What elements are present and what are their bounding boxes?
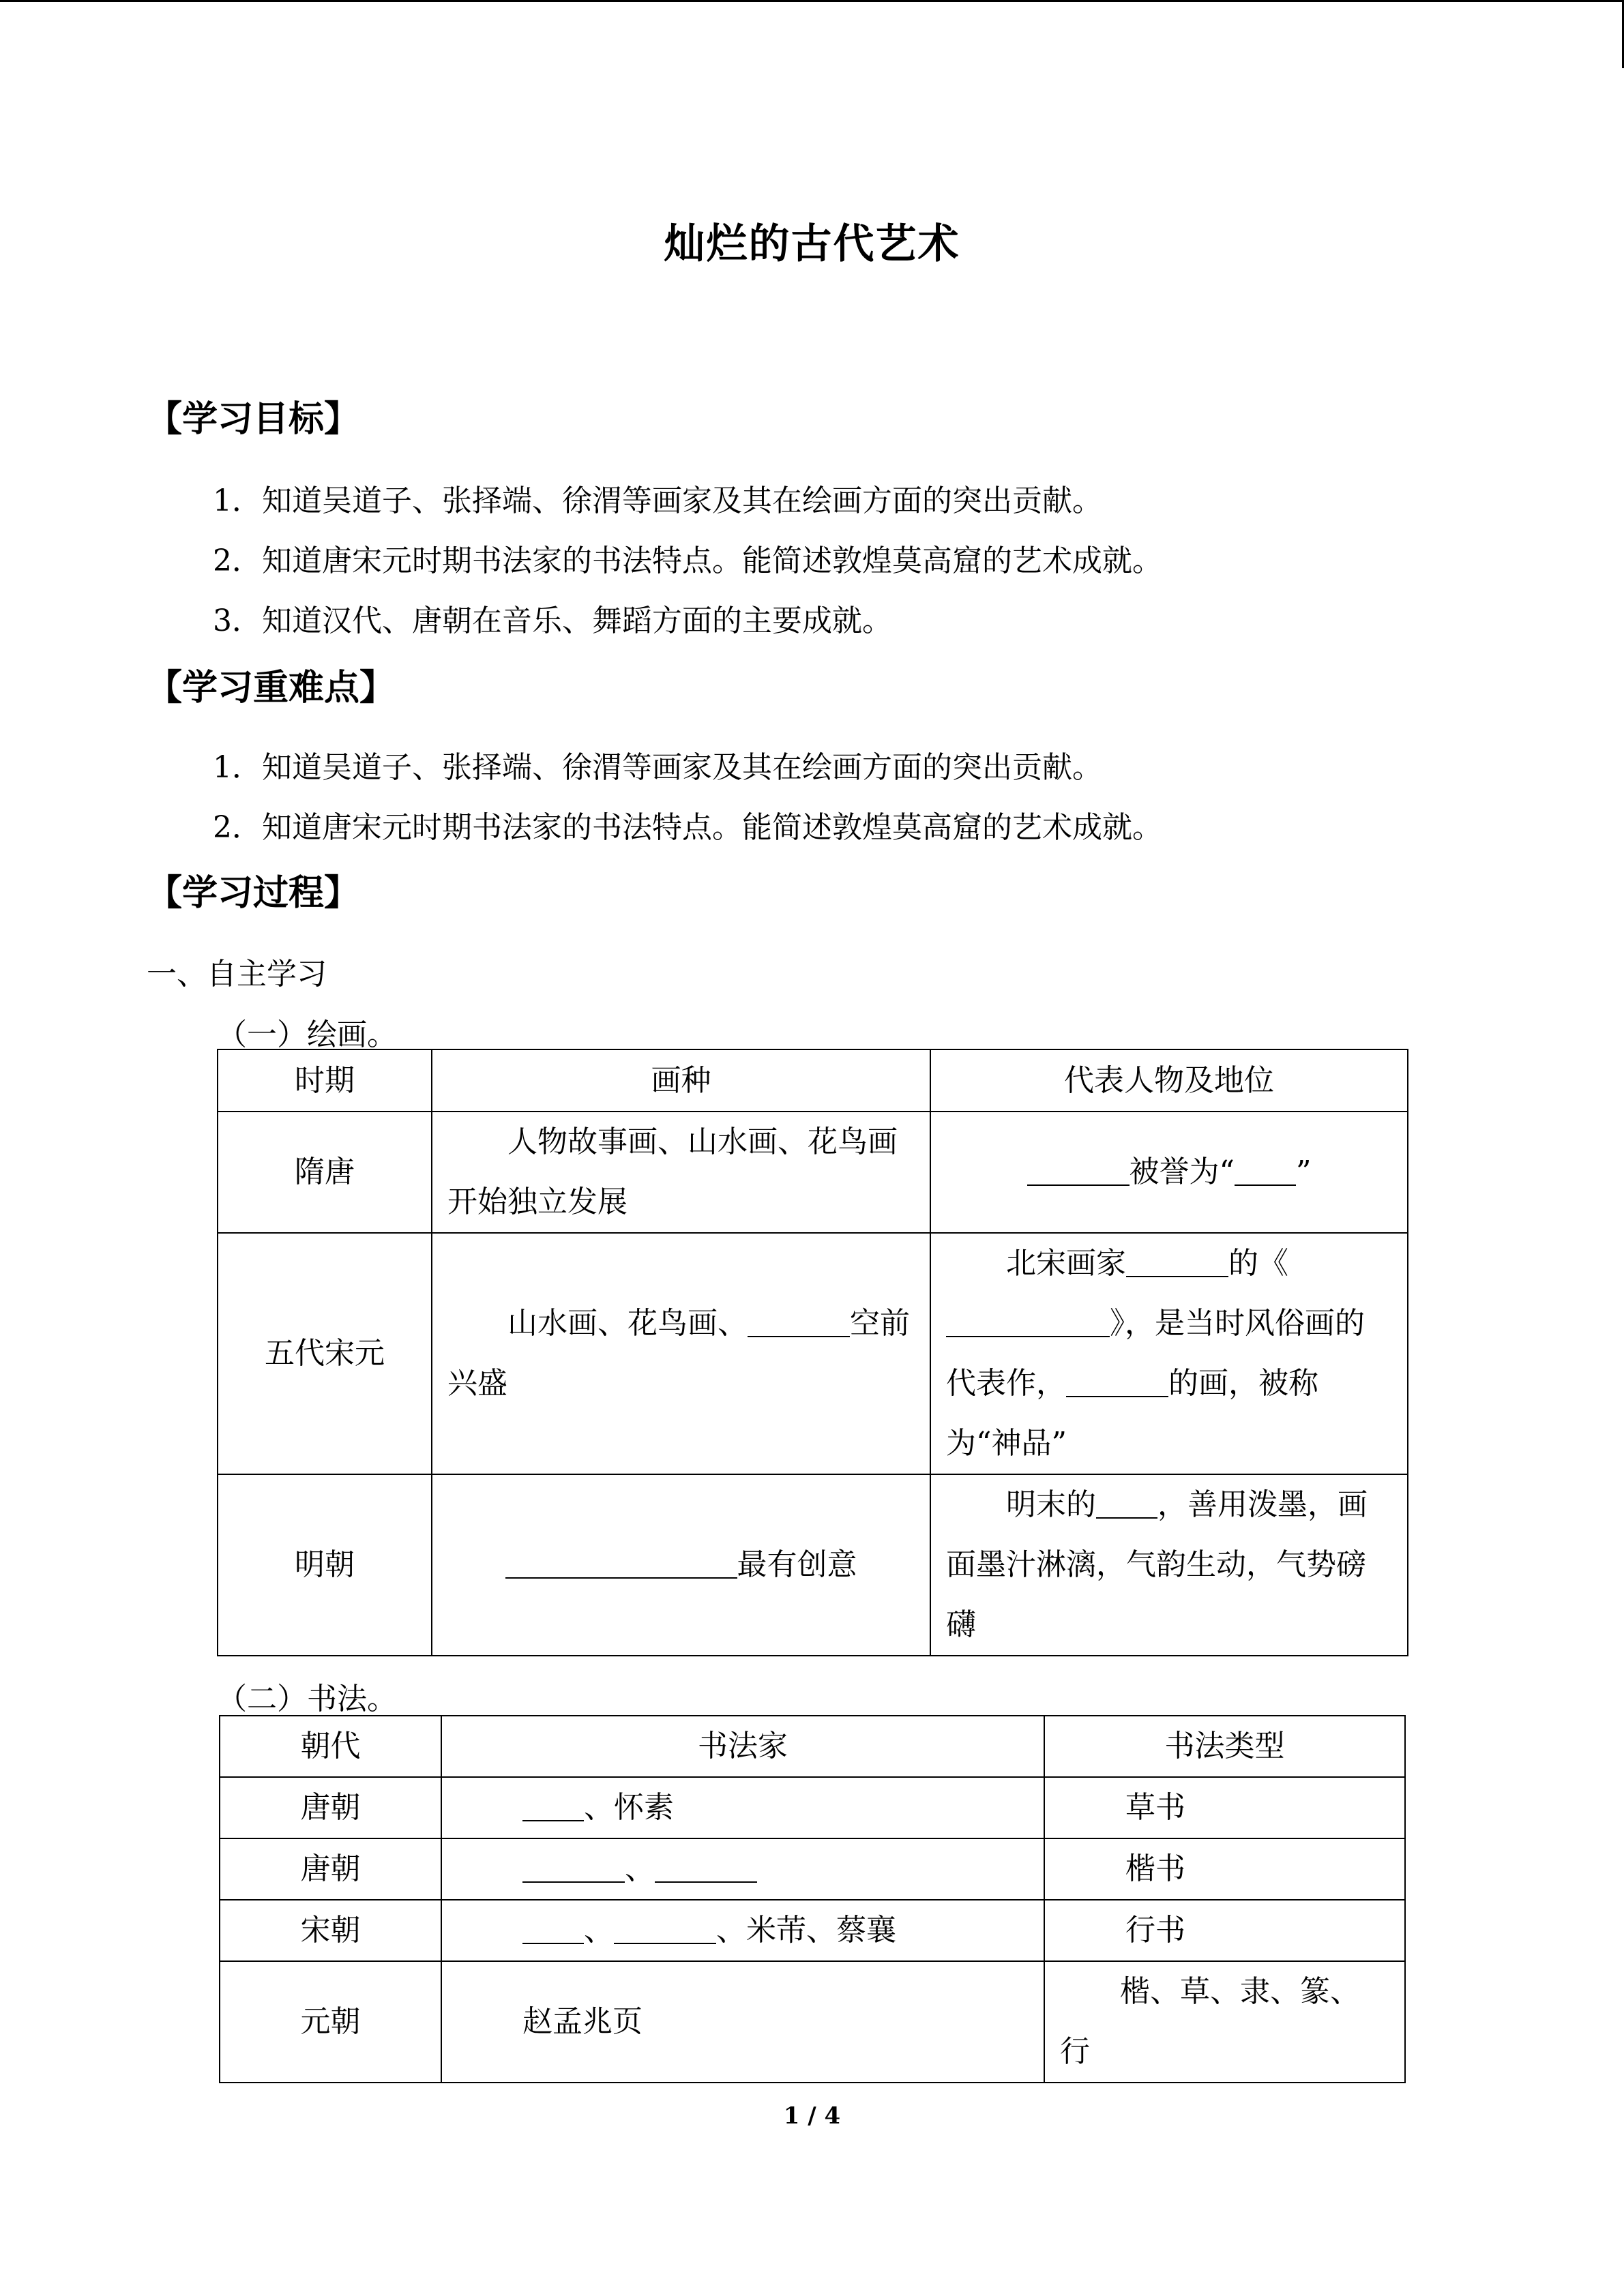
painting-figures-ming xyxy=(930,1474,1408,1656)
page-number: 1 / 4 xyxy=(783,2102,841,2130)
blank-tang-regular-1[interactable] xyxy=(522,1851,625,1883)
painting-types-five-dynasties xyxy=(432,1233,930,1474)
calligraphy-type-tang-2: 楷书 xyxy=(1044,1838,1405,1900)
process-heading: 【学习过程】 xyxy=(147,872,360,914)
blank-ming-type[interactable] xyxy=(505,1547,737,1579)
calligraphy-names-song xyxy=(441,1900,1044,1961)
key-point-item-1: 1．知道吴道子、张择端、徐渭等画家及其在绘画方面的突出贡献。 xyxy=(213,750,1102,785)
blank-divine-painter[interactable] xyxy=(1066,1366,1168,1397)
names-sep-song: 、 xyxy=(584,1913,614,1948)
fig-text-a: 北宋画家 xyxy=(1006,1246,1126,1281)
ming-fig-text-a: 明末的 xyxy=(1006,1487,1096,1522)
blank-tang-regular-2[interactable] xyxy=(655,1851,757,1883)
painting-label: （一）绘画。 xyxy=(217,1017,397,1052)
calligraphy-names-yuan: 赵孟兆页 xyxy=(441,1961,1044,2083)
painting-period-ming: 明朝 xyxy=(218,1474,432,1656)
names-sep-tang-2: 、 xyxy=(625,1851,655,1886)
blank-painting-name[interactable] xyxy=(946,1306,1110,1337)
blank-song-2[interactable] xyxy=(614,1913,716,1944)
key-point-item-2: 2．知道唐宋元时期书法家的书法特点。能简述敦煌莫高窟的艺术成就。 xyxy=(213,810,1162,845)
types-text-b: 空前兴盛 xyxy=(447,1306,910,1401)
calligraphy-header-calligrapher: 书法家 xyxy=(441,1716,1044,1777)
self-study-label: 一、自主学习 xyxy=(147,957,327,992)
calligraphy-names-tang-1 xyxy=(441,1777,1044,1838)
painting-header-period: 时期 xyxy=(218,1049,432,1112)
ming-fig-text-b: ，善用泼墨，画面墨汁淋漓，气韵生动，气势磅礴 xyxy=(946,1487,1368,1642)
blank-song-1[interactable] xyxy=(522,1913,584,1944)
painting-header-figures: 代表人物及地位 xyxy=(930,1049,1408,1112)
painting-figures-five-dynasties xyxy=(930,1233,1408,1474)
names-tail-tang-1: 、怀素 xyxy=(584,1790,674,1825)
fig-text-d: 的画，被称为“神品” xyxy=(946,1366,1318,1461)
painting-types-ming xyxy=(432,1474,930,1656)
types-text-a: 山水画、花鸟画、 xyxy=(507,1306,748,1341)
page-title: 灿烂的古代艺术 xyxy=(664,220,960,268)
calligraphy-type-tang-1: 草书 xyxy=(1044,1777,1405,1838)
painting-header-types: 画种 xyxy=(432,1049,930,1112)
blank-song-painter[interactable] xyxy=(1126,1246,1228,1277)
calligraphy-table xyxy=(219,1715,1406,2083)
ming-types-text: 最有创意 xyxy=(737,1547,857,1582)
calligraphy-dynasty-tang-2: 唐朝 xyxy=(220,1838,441,1900)
fig-text-b: 的《 xyxy=(1228,1246,1288,1281)
calligraphy-label: （二）书法。 xyxy=(217,1682,397,1716)
blank-ming-painter[interactable] xyxy=(1096,1487,1157,1519)
calligraphy-type-yuan: 楷、草、隶、篆、行 xyxy=(1044,1961,1405,2083)
calligraphy-dynasty-tang-1: 唐朝 xyxy=(220,1777,441,1838)
painting-period-five-dynasties: 五代宋元 xyxy=(218,1233,432,1474)
blank-painting-type[interactable] xyxy=(748,1306,850,1337)
calligraphy-dynasty-yuan: 元朝 xyxy=(220,1961,441,2083)
painting-period-sui-tang: 隋唐 xyxy=(218,1112,432,1233)
goal-item-3: 3．知道汉代、唐朝在音乐、舞蹈方面的主要成就。 xyxy=(213,603,892,638)
figure-text-quote-end: ” xyxy=(1296,1154,1312,1189)
calligraphy-header-dynasty: 朝代 xyxy=(220,1716,441,1777)
goal-item-1: 1．知道吴道子、张择端、徐渭等画家及其在绘画方面的突出贡献。 xyxy=(213,483,1102,518)
blank-painter[interactable] xyxy=(1027,1154,1130,1186)
calligraphy-names-tang-2 xyxy=(441,1838,1044,1900)
calligraphy-dynasty-song: 宋朝 xyxy=(220,1900,441,1961)
names-tail-song: 、米芾、蔡襄 xyxy=(716,1913,896,1948)
figure-text-honored: 被誉为“ xyxy=(1129,1154,1235,1189)
painting-types-sui-tang: 人物故事画、山水画、花鸟画开始独立发展 xyxy=(432,1112,930,1233)
calligraphy-header-type: 书法类型 xyxy=(1044,1716,1405,1777)
blank-title[interactable] xyxy=(1235,1154,1296,1186)
calligraphy-type-song: 行书 xyxy=(1044,1900,1405,1961)
fig-text-c: 》，是当时风俗画的代表作， xyxy=(946,1306,1365,1401)
goals-heading: 【学习目标】 xyxy=(147,398,360,440)
key-points-heading: 【学习重难点】 xyxy=(147,667,396,709)
painting-table xyxy=(217,1049,1408,1656)
top-border xyxy=(0,0,1624,2)
blank-tang-cursive[interactable] xyxy=(522,1790,584,1821)
painting-figures-sui-tang xyxy=(930,1112,1408,1233)
goal-item-2: 2．知道唐宋元时期书法家的书法特点。能简述敦煌莫高窟的艺术成就。 xyxy=(213,543,1162,578)
